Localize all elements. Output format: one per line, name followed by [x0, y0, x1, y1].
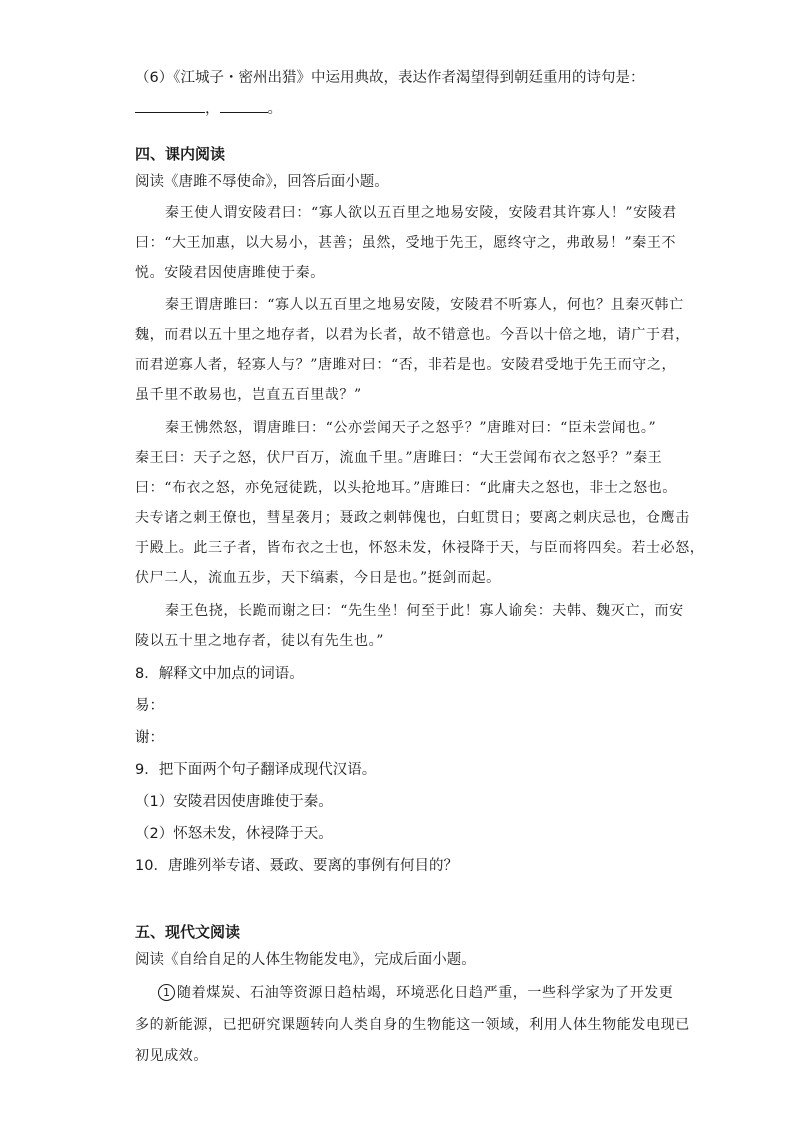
passage-line: 虽千里不敢易也，岂直五百里哉？”: [135, 387, 362, 403]
passage-text: 随着煤炭、石油等资源日趋枯竭，环境恶化日趋严重，一些科学家为了开发更: [177, 985, 674, 1001]
question-6-answer-line: [135, 98, 282, 119]
answer-blank-2[interactable]: [220, 98, 268, 113]
paragraph-number-badge: 1: [158, 984, 175, 1001]
question-9-part-2: （2）怀怒未发，休祲降于天。: [135, 826, 333, 842]
passage-line: 而君逆寡人者，轻寡人与？”唐雎对曰：“否，非若是也。安陵君受地于先王而守之，: [135, 357, 677, 373]
section-4-intro: 阅读《唐雎不辱使命》，回答后面小题。: [135, 174, 389, 190]
passage-line: 陵以五十里之地存者，徒以有先生也。”: [135, 633, 384, 649]
question-8: 8．解释文中加点的词语。: [135, 666, 304, 682]
section-5-heading: 五、现代文阅读: [135, 923, 241, 941]
period: 。: [267, 101, 282, 117]
question-9: 9．把下面两个句子翻译成现代汉语。: [135, 762, 377, 778]
passage-line: [158, 983, 673, 1003]
section-4-heading: 四、课内阅读: [135, 145, 226, 163]
passage-line: 秦王使人谓安陵君曰：“寡人欲以五百里之地易安陵，安陵君其许寡人！”安陵君: [165, 205, 677, 221]
passage-line: 悦。安陵君因使唐雎使于秦。: [135, 265, 325, 281]
passage-line: 伏尸二人，流血五步，天下缟素，今日是也。”挺剑而起。: [135, 570, 501, 586]
passage-line: 秦王曰：天子之怒，伏尸百万，流血千里。”唐雎曰：“大王尝闻布衣之怒乎？”秦王: [135, 450, 663, 466]
passage-line: 夫专诸之刺王僚也，彗星袭月；聂政之刺韩傀也，白虹贯日；要离之刺庆忌也，仓鹰击: [135, 510, 690, 526]
passage-line: 秦王色挠，长跪而谢之曰：“先生坐！何至于此！寡人谕矣：夫韩、魏灭亡，而安: [165, 603, 684, 619]
comma: ，: [205, 101, 220, 117]
question-6-text: （6）《江城子・密州出猎》中运用典故，表达作者渴望得到朝廷重用的诗句是：: [135, 70, 645, 86]
answer-blank-1[interactable]: [135, 98, 205, 113]
passage-line: 曰：“大王加惠，以大易小，甚善；虽然，受地于先王，愿终守之，弗敢易！”秦王不: [135, 235, 677, 251]
passage-line: 多的新能源，已把研究课题转向人类自身的生物能这一领域，利用人体生物能发电现已: [135, 1017, 690, 1033]
question-8-yi: 易：: [135, 698, 164, 714]
question-9-part-1: （1）安陵君因使唐雎使于秦。: [135, 794, 333, 810]
passage-line: 秦王怫然怒，谓唐雎曰：“公亦尝闻天子之怒乎？”唐雎对曰：“臣未尝闻也。”: [165, 420, 657, 436]
passage-line: 秦王谓唐雎曰：“寡人以五百里之地易安陵，安陵君不听寡人，何也？且秦灭韩亡: [165, 297, 684, 313]
passage-line: 曰：“布衣之怒，亦免冠徒跣，以头抢地耳。”唐雎曰：“此庸夫之怒也，非士之怒也。: [135, 480, 677, 496]
passage-line: 魏，而君以五十里之地存者，以君为长者，故不错意也。今吾以十倍之地，请广于君，: [135, 327, 690, 343]
question-6: [135, 68, 644, 88]
question-8-xie: 谢：: [135, 730, 164, 746]
question-10: 10．唐雎列举专诸、聂政、要离的事例有何目的？: [135, 858, 458, 874]
passage-line: 于殿上。此三子者，皆布衣之士也，怀怒未发，休祲降于天，与臣而将四矣。若士必怒，: [135, 540, 705, 556]
passage-line: 初见成效。: [135, 1048, 208, 1064]
section-5-intro: 阅读《自给自足的人体生物能发电》，完成后面小题。: [135, 952, 476, 968]
